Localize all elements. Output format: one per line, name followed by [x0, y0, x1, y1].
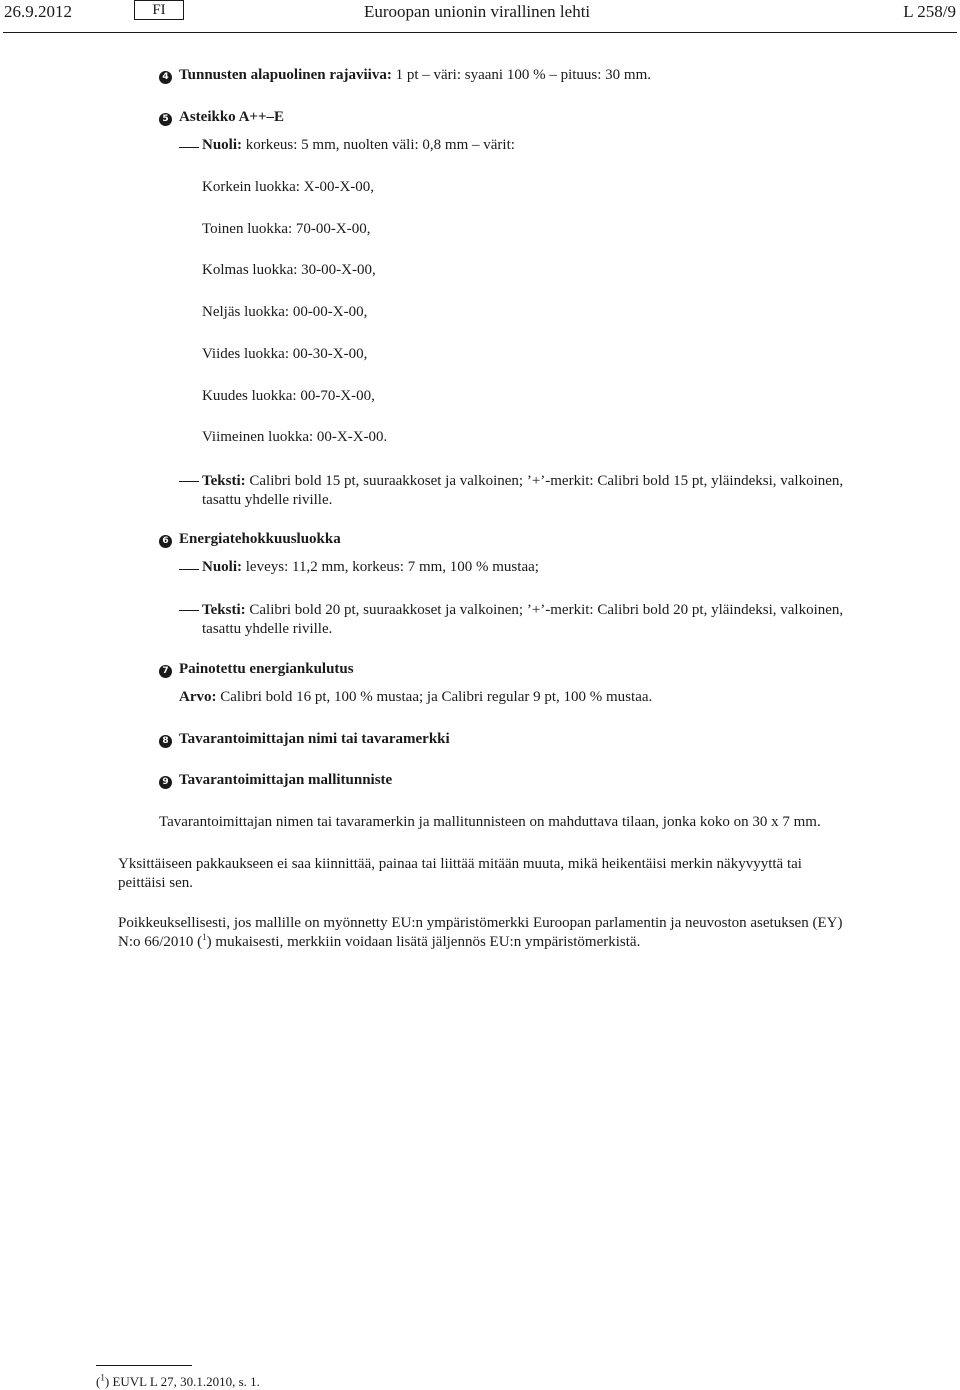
- header-date: 26.9.2012: [4, 2, 72, 21]
- paragraph-line: peittäisi sen.: [118, 875, 193, 891]
- item6-arrow-label: Nuoli:: [202, 559, 243, 575]
- class-color-item: Kolmas luokka: 30-00-X-00,: [202, 262, 376, 278]
- footnote-divider: [96, 1365, 192, 1366]
- item-number-badge: 9: [159, 776, 172, 789]
- item6-text-line2: tasattu yhdelle riville.: [202, 621, 333, 637]
- list-dash: [179, 147, 199, 148]
- item7-value-line: [179, 689, 652, 706]
- page-number: L 258/9: [903, 2, 956, 21]
- item5-arrows-text: korkeus: 5 mm, nuolten väli: 0,8 mm – värit:: [245, 137, 515, 153]
- item6-text-line1: [202, 601, 862, 620]
- item5-arrows-label: Nuoli:: [202, 137, 243, 153]
- item7-title: Painotettu energiankulutus: [179, 661, 354, 677]
- item-number-badge: 7: [159, 665, 172, 678]
- item-number-badge: 8: [159, 735, 172, 748]
- space-note: Tavarantoimittajan nimen tai tavaramerkin ja mallitunnisteen on mahduttava tilaan, jonka koko on 30 x 7 mm.: [159, 814, 821, 830]
- class-color-item: Kuudes luokka: 00-70-X-00,: [202, 388, 375, 404]
- class-color-item: Neljäs luokka: 00-00-X-00,: [202, 304, 368, 320]
- list-dash: [179, 569, 199, 570]
- item9-title: Tavarantoimittajan mallitunniste: [179, 772, 393, 788]
- item4-text: 1 pt – väri: syaani 100 % – pituus: 30 mm.: [395, 67, 651, 83]
- item6-text-label: Teksti:: [202, 602, 246, 618]
- item6-text-body: Calibri bold 20 pt, suuraakkoset ja valkoinen; ’+’-merkit: Calibri bold 20 pt, yläindeksi, valkoinen,: [249, 602, 844, 618]
- journal-title: Euroopan unionin virallinen lehti: [364, 2, 591, 21]
- item6-arrow-line: [202, 559, 539, 576]
- header-divider: [3, 32, 957, 33]
- class-color-item: Toinen luokka: 70-00-X-00,: [202, 221, 371, 237]
- item5-text-body: Calibri bold 15 pt, suuraakkoset ja valkoinen; ’+’-merkit: Calibri bold 15 pt, yläindeksi, valkoinen,: [249, 473, 844, 489]
- class-color-item: Korkein luokka: X-00-X-00,: [202, 179, 375, 195]
- item5-text-spec: [202, 472, 862, 510]
- item7-value-label: Arvo:: [179, 689, 217, 705]
- list-dash: [179, 610, 199, 611]
- paragraph-text: N:o 66/2010 (: [118, 934, 203, 950]
- item8-title: Tavarantoimittajan nimi tai tavaramerkki: [179, 731, 450, 747]
- item4-line: [179, 67, 651, 84]
- item5-text-line2: tasattu yhdelle riville.: [202, 492, 333, 508]
- item-number-badge: 6: [159, 535, 172, 548]
- item5-text-line1: [202, 472, 862, 491]
- item-number-badge: 4: [159, 71, 172, 84]
- paragraph-line: [118, 933, 862, 952]
- item6-arrow-text: leveys: 11,2 mm, korkeus: 7 mm, 100 % mustaa;: [245, 559, 539, 575]
- class-color-item: Viides luokka: 00-30-X-00,: [202, 346, 368, 362]
- item-number-badge: 5: [159, 113, 172, 126]
- paragraph-restriction: [118, 855, 862, 893]
- footnote: ($^1$) EUVL L 27, 30.1.2010, s. 1.: [96, 1372, 260, 1389]
- item5-title: Asteikko A++–E: [179, 109, 285, 125]
- paragraph-text: ) mukaisesti, merkkiin voidaan lisätä jäljennös EU:n ympäristömerkistä.: [206, 934, 641, 950]
- paragraph-line: Poikkeuksellisesti, jos mallille on myönnetty EU:n ympäristömerkki Euroopan parlamentin ja neuvoston asetuksen (EY): [118, 915, 843, 931]
- list-dash: [179, 481, 199, 482]
- class-color-item: Viimeinen luokka: 00-X-X-00.: [202, 429, 388, 445]
- item4-label: Tunnusten alapuolinen rajaviiva:: [179, 67, 392, 83]
- footnote-ref[interactable]: 1: [202, 932, 207, 942]
- item7-value-text: Calibri bold 16 pt, 100 % mustaa; ja Calibri regular 9 pt, 100 % mustaa.: [220, 689, 653, 705]
- item6-text-spec: [202, 601, 862, 639]
- item5-arrows-line: [202, 137, 515, 154]
- item5-text-label: Teksti:: [202, 473, 246, 489]
- footnote-text: EUVL L 27, 30.1.2010, s. 1.: [112, 1374, 260, 1389]
- paragraph-line: Yksittäiseen pakkaukseen ei saa kiinnittää, painaa tai liittää mitään muuta, mikä heikentäisi merkin näkyvyyttä tai: [118, 856, 802, 872]
- language-code-box: FI: [134, 0, 184, 20]
- item6-title: Energiatehokkuusluokka: [179, 531, 341, 547]
- paragraph-ecolabel: [118, 914, 862, 952]
- footnote-number: 1: [100, 1372, 105, 1383]
